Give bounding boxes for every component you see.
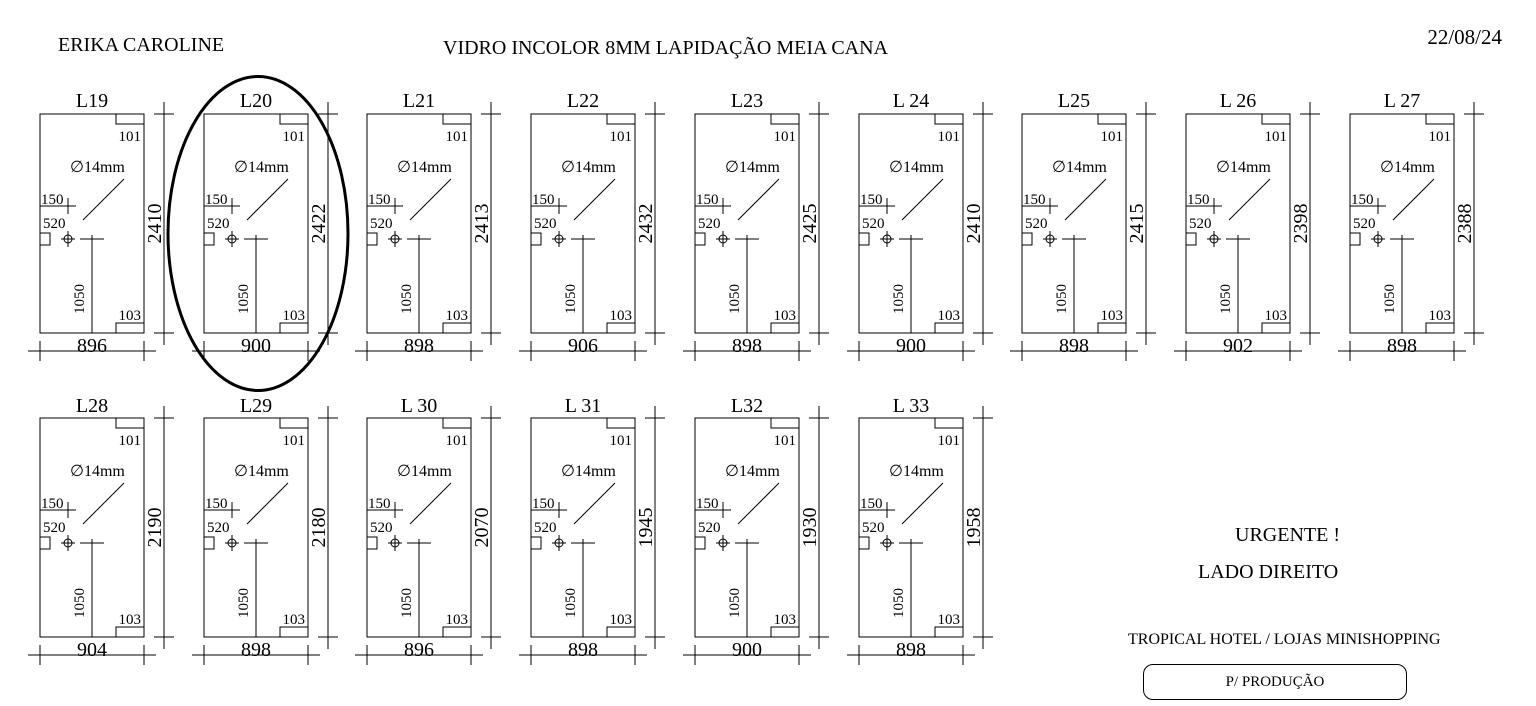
panel-id: L 31 (564, 395, 602, 417)
hole-height-label: 1050 (72, 588, 88, 618)
bottom-corner-notch (116, 627, 144, 637)
hole-diameter-label: ∅14mm (889, 463, 944, 480)
width-label: 898 (1387, 335, 1417, 357)
glass-panel (1174, 90, 1320, 361)
panel-id: L25 (1057, 90, 1091, 112)
top-corner-notch (1426, 114, 1454, 124)
handle-bracket (40, 537, 50, 549)
top-corner-notch (607, 114, 635, 124)
height-label: 1930 (799, 507, 821, 548)
panel-id: L20 (239, 90, 273, 112)
side-note: LADO DIREITO (1198, 561, 1339, 583)
top-corner-label: 101 (773, 129, 796, 145)
bottom-corner-notch (280, 627, 308, 637)
bottom-corner-notch (443, 323, 471, 333)
offset-150-label: 150 (368, 192, 391, 208)
top-corner-label: 101 (118, 433, 141, 449)
offset-520-label: 520 (43, 520, 66, 536)
offset-150-label: 150 (41, 496, 64, 512)
top-corner-notch (607, 418, 635, 428)
offset-150-label: 150 (532, 192, 555, 208)
bottom-corner-label: 103 (1100, 308, 1123, 324)
handle-bracket (204, 233, 214, 245)
hole-height-label: 1050 (72, 284, 88, 314)
width-label: 900 (732, 639, 762, 661)
handle-bracket (40, 233, 50, 245)
hole-leader-line (902, 179, 943, 220)
top-corner-notch (935, 114, 963, 124)
hole-diameter-label: ∅14mm (397, 159, 452, 176)
hole-height-label: 1050 (727, 284, 743, 314)
bottom-corner-notch (443, 627, 471, 637)
offset-150-label: 150 (696, 496, 719, 512)
offset-520-label: 520 (370, 216, 393, 232)
hole-diameter-label: ∅14mm (889, 159, 944, 176)
hole-leader-line (247, 179, 288, 220)
hole-diameter-label: ∅14mm (234, 463, 289, 480)
width-label: 898 (1059, 335, 1089, 357)
offset-520-label: 520 (207, 520, 230, 536)
client-name: ERIKA CAROLINE (58, 34, 225, 56)
order-date: 22/08/24 (1427, 25, 1502, 49)
hole-diameter-label: ∅14mm (561, 159, 616, 176)
hole-diameter-label: ∅14mm (1216, 159, 1271, 176)
height-label: 2180 (308, 507, 330, 548)
offset-520-label: 520 (370, 520, 393, 536)
handle-bracket (859, 233, 869, 245)
handle-bracket (1350, 233, 1360, 245)
bottom-corner-notch (116, 323, 144, 333)
offset-520-label: 520 (1353, 216, 1376, 232)
glass-panel (683, 90, 829, 361)
panel-id: L21 (402, 90, 436, 112)
hole-height-label: 1050 (891, 284, 907, 314)
height-label: 2070 (471, 507, 493, 548)
offset-520-label: 520 (1025, 216, 1048, 232)
bottom-corner-notch (1426, 323, 1454, 333)
offset-520-label: 520 (698, 520, 721, 536)
top-corner-label: 101 (773, 433, 796, 449)
panel-id: L23 (730, 90, 764, 112)
top-corner-label: 101 (445, 433, 468, 449)
width-label: 906 (568, 335, 598, 357)
offset-520-label: 520 (698, 216, 721, 232)
hole-height-label: 1050 (1218, 284, 1234, 314)
top-corner-notch (280, 114, 308, 124)
hole-diameter-label: ∅14mm (1380, 159, 1435, 176)
hole-leader-line (738, 179, 779, 220)
width-label: 900 (896, 335, 926, 357)
top-corner-notch (1098, 114, 1126, 124)
glass-panel (683, 395, 829, 665)
handle-bracket (1022, 233, 1032, 245)
glass-panel (847, 395, 993, 665)
hole-diameter-label: ∅14mm (234, 159, 289, 176)
width-label: 896 (77, 335, 107, 357)
bottom-corner-label: 103 (1428, 308, 1451, 324)
hole-diameter-label: ∅14mm (725, 159, 780, 176)
panel-id: L 24 (892, 90, 930, 112)
offset-520-label: 520 (43, 216, 66, 232)
panel-id: L32 (730, 395, 764, 417)
width-label: 898 (896, 639, 926, 661)
width-label: 896 (404, 639, 434, 661)
glass-panel (28, 90, 174, 361)
bottom-corner-label: 103 (118, 612, 141, 628)
height-label: 1945 (635, 507, 657, 548)
width-label: 898 (732, 335, 762, 357)
hole-diameter-label: ∅14mm (70, 159, 125, 176)
panel-id: L28 (75, 395, 109, 417)
hole-diameter-label: ∅14mm (561, 463, 616, 480)
bottom-corner-notch (771, 627, 799, 637)
offset-150-label: 150 (205, 496, 228, 512)
offset-150-label: 150 (860, 496, 883, 512)
height-label: 2410 (963, 203, 985, 244)
bottom-corner-label: 103 (445, 308, 468, 324)
top-corner-notch (116, 114, 144, 124)
offset-520-label: 520 (534, 216, 557, 232)
bottom-corner-label: 103 (118, 308, 141, 324)
top-corner-label: 101 (282, 129, 305, 145)
height-label: 2422 (308, 203, 330, 244)
offset-150-label: 150 (860, 192, 883, 208)
hole-diameter-label: ∅14mm (397, 463, 452, 480)
hole-leader-line (738, 483, 779, 524)
hole-leader-line (83, 179, 124, 220)
glass-panel (1338, 90, 1484, 361)
top-corner-label: 101 (609, 129, 632, 145)
bottom-corner-notch (280, 323, 308, 333)
panel-id: L 33 (892, 395, 930, 417)
offset-150-label: 150 (205, 192, 228, 208)
width-label: 898 (404, 335, 434, 357)
top-corner-label: 101 (937, 433, 960, 449)
bottom-corner-label: 103 (773, 308, 796, 324)
width-label: 898 (568, 639, 598, 661)
top-corner-notch (443, 114, 471, 124)
hole-height-label: 1050 (399, 588, 415, 618)
handle-bracket (367, 233, 377, 245)
panel-id: L19 (75, 90, 109, 112)
handle-bracket (695, 233, 705, 245)
glass-panel (519, 90, 665, 361)
hole-leader-line (574, 483, 615, 524)
top-corner-label: 101 (1264, 129, 1287, 145)
hole-height-label: 1050 (563, 588, 579, 618)
glass-panel (1010, 90, 1156, 361)
offset-520-label: 520 (862, 216, 885, 232)
bottom-corner-label: 103 (282, 308, 305, 324)
hole-diameter-label: ∅14mm (725, 463, 780, 480)
bottom-corner-notch (935, 627, 963, 637)
hole-leader-line (1065, 179, 1106, 220)
bottom-corner-notch (607, 627, 635, 637)
hole-leader-line (902, 483, 943, 524)
hole-height-label: 1050 (236, 588, 252, 618)
bottom-corner-notch (1098, 323, 1126, 333)
hole-height-label: 1050 (891, 588, 907, 618)
hole-leader-line (410, 483, 451, 524)
handle-bracket (204, 537, 214, 549)
hole-height-label: 1050 (399, 284, 415, 314)
height-label: 2398 (1290, 203, 1312, 244)
hole-diameter-label: ∅14mm (70, 463, 125, 480)
height-label: 1958 (963, 507, 985, 548)
hole-height-label: 1050 (1054, 284, 1070, 314)
bottom-corner-label: 103 (773, 612, 796, 628)
handle-bracket (859, 537, 869, 549)
glass-panel (168, 77, 348, 391)
hole-leader-line (574, 179, 615, 220)
offset-150-label: 150 (1187, 192, 1210, 208)
width-label: 900 (241, 335, 271, 357)
top-corner-notch (1262, 114, 1290, 124)
hole-leader-line (83, 483, 124, 524)
handle-bracket (367, 537, 377, 549)
bottom-corner-notch (1262, 323, 1290, 333)
top-corner-notch (771, 114, 799, 124)
top-corner-notch (443, 418, 471, 428)
bottom-corner-label: 103 (609, 308, 632, 324)
top-corner-label: 101 (1428, 129, 1451, 145)
hole-height-label: 1050 (236, 284, 252, 314)
panel-id: L 26 (1219, 90, 1257, 112)
width-label: 902 (1223, 335, 1253, 357)
height-label: 2388 (1454, 203, 1476, 244)
top-corner-label: 101 (1100, 129, 1123, 145)
production-button[interactable]: P/ PRODUÇÃO (1143, 664, 1407, 700)
urgent-note: URGENTE ! (1235, 524, 1340, 546)
bottom-corner-notch (935, 323, 963, 333)
width-label: 904 (77, 639, 107, 661)
handle-bracket (531, 233, 541, 245)
height-label: 2410 (144, 203, 166, 244)
top-corner-label: 101 (609, 433, 632, 449)
hole-leader-line (1229, 179, 1270, 220)
handle-bracket (531, 537, 541, 549)
height-label: 2415 (1126, 203, 1148, 244)
offset-150-label: 150 (1351, 192, 1374, 208)
height-label: 2190 (144, 507, 166, 548)
height-label: 2425 (799, 203, 821, 244)
top-corner-label: 101 (445, 129, 468, 145)
offset-150-label: 150 (1023, 192, 1046, 208)
hole-height-label: 1050 (1382, 284, 1398, 314)
top-corner-label: 101 (282, 433, 305, 449)
handle-bracket (1186, 233, 1196, 245)
bottom-corner-label: 103 (445, 612, 468, 628)
bottom-corner-notch (607, 323, 635, 333)
hole-leader-line (247, 483, 288, 524)
offset-520-label: 520 (207, 216, 230, 232)
bottom-corner-notch (771, 323, 799, 333)
glass-panel (192, 395, 338, 665)
top-corner-notch (280, 418, 308, 428)
offset-520-label: 520 (862, 520, 885, 536)
hole-height-label: 1050 (727, 588, 743, 618)
hole-height-label: 1050 (563, 284, 579, 314)
top-corner-label: 101 (937, 129, 960, 145)
panel-id: L 30 (400, 395, 438, 417)
bottom-corner-label: 103 (1264, 308, 1287, 324)
height-label: 2432 (635, 203, 657, 244)
glass-panel (519, 395, 665, 665)
glass-panel (355, 90, 501, 361)
offset-150-label: 150 (696, 192, 719, 208)
bottom-corner-label: 103 (937, 308, 960, 324)
handle-bracket (695, 537, 705, 549)
offset-520-label: 520 (534, 520, 557, 536)
top-corner-notch (935, 418, 963, 428)
hole-leader-line (1393, 179, 1434, 220)
glass-spec: VIDRO INCOLOR 8MM LAPIDAÇÃO MEIA CANA (443, 37, 889, 59)
top-corner-label: 101 (118, 129, 141, 145)
panel-id: L29 (239, 395, 273, 417)
width-label: 898 (241, 639, 271, 661)
glass-panel (28, 395, 174, 665)
bottom-corner-label: 103 (937, 612, 960, 628)
offset-150-label: 150 (41, 192, 64, 208)
hole-diameter-label: ∅14mm (1052, 159, 1107, 176)
top-corner-notch (116, 418, 144, 428)
bottom-corner-label: 103 (282, 612, 305, 628)
panel-id: L 27 (1383, 90, 1421, 112)
glass-panel (355, 395, 501, 665)
panel-id: L22 (566, 90, 600, 112)
project-name: TROPICAL HOTEL / LOJAS MINISHOPPING (1128, 631, 1441, 648)
offset-150-label: 150 (368, 496, 391, 512)
glass-panel (847, 90, 993, 361)
top-corner-notch (771, 418, 799, 428)
offset-150-label: 150 (532, 496, 555, 512)
offset-520-label: 520 (1189, 216, 1212, 232)
hole-leader-line (410, 179, 451, 220)
height-label: 2413 (471, 203, 493, 244)
bottom-corner-label: 103 (609, 612, 632, 628)
